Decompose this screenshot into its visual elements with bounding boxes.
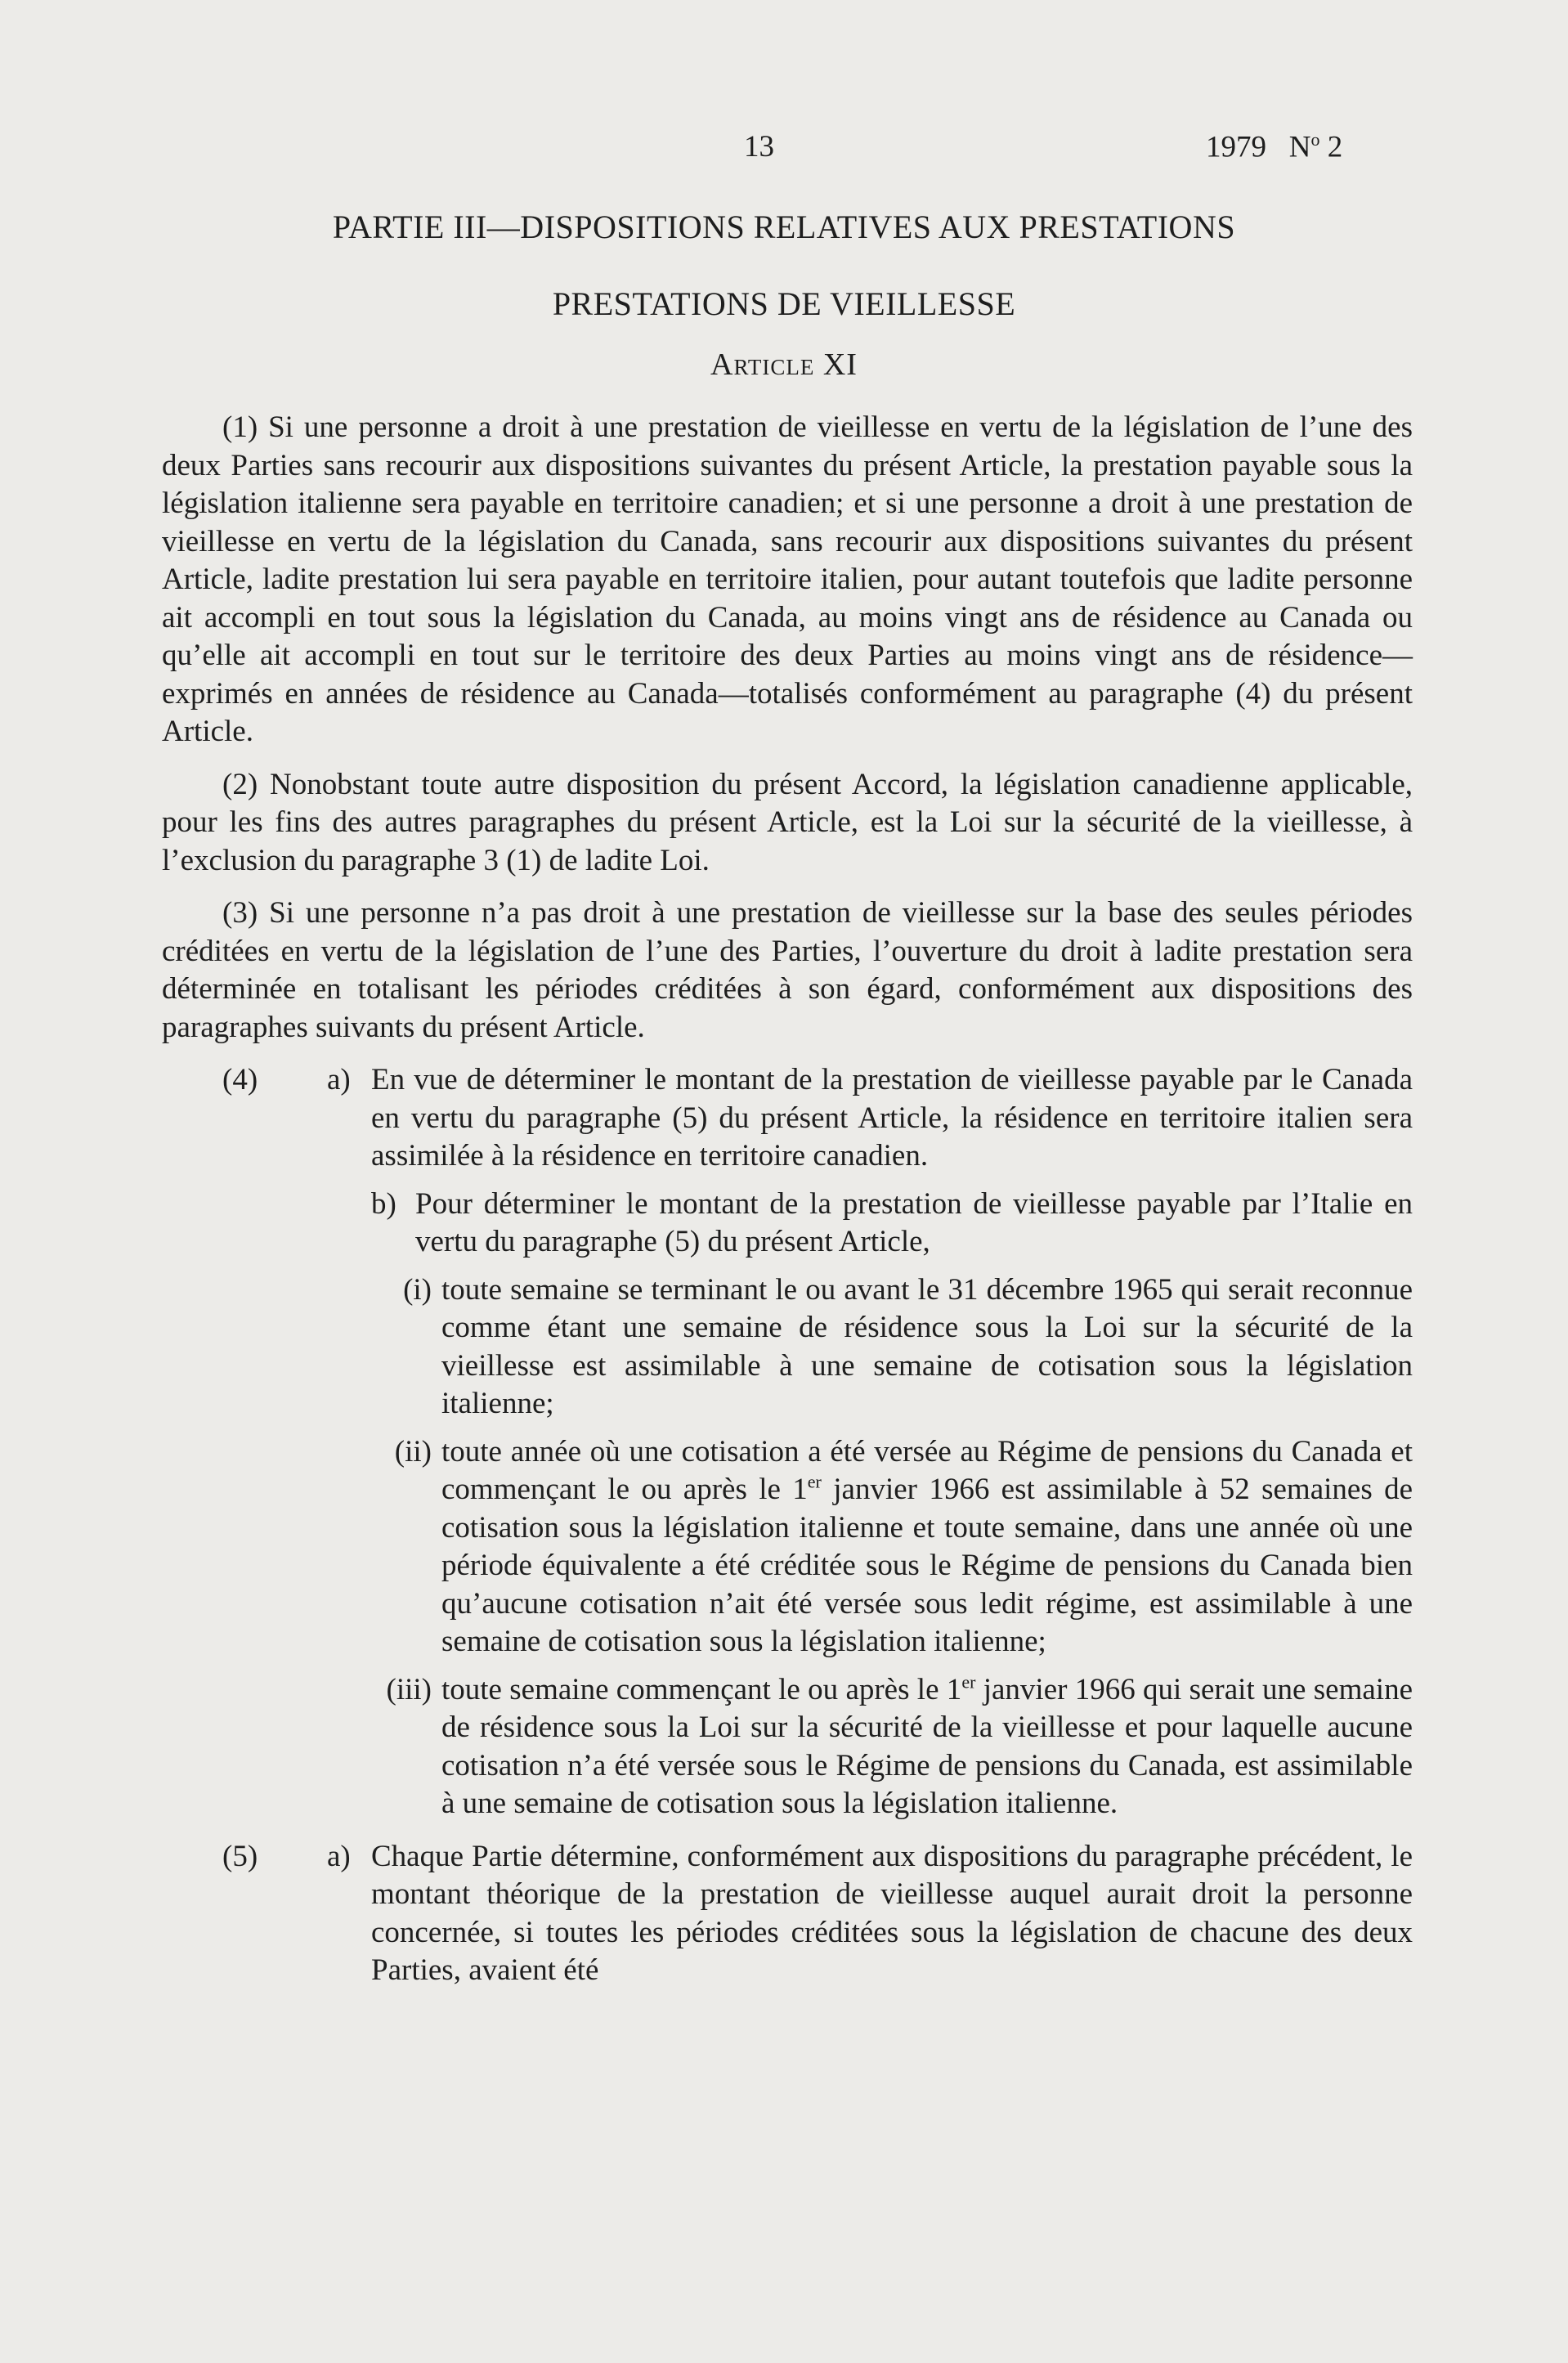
document-reference — [1206, 129, 1342, 164]
subclause-text — [441, 1433, 1413, 1661]
subclause-text — [441, 1671, 1413, 1823]
paragraph-4b-iii — [162, 1671, 1413, 1823]
article-title: Article XI — [710, 348, 858, 382]
paragraph-2: (2) Nonobstant toute autre disposition du présent Accord, la législation canadienne applicable, pour les fins des autres paragraphes du présent Article, est la Loi sur la sécurité de la vieillesse, à l’exclusion du paragraphe 3 (1) de ladite Loi. — [162, 767, 1413, 877]
section-title: PRESTATIONS DE VIEILLESSE — [552, 285, 1016, 322]
clause-letter: a) — [327, 1063, 351, 1096]
paragraph-4b — [162, 1186, 1413, 1262]
paragraph-4b-i — [162, 1271, 1413, 1424]
paragraph-1: (1) Si une personne a droit à une prestation de vieillesse en vertu de la législation de l’une des deux Parties sans recourir aux dispositions suivantes du présent Article, la prestation payable sous la législation italienne sera payable en territoire canadien; et si une personne a droit à une prestation de vieillesse en vertu de la législation du Canada, sans recourir aux dispositions suivantes du présent Article, ladite prestation lui sera payable en territoire italien, pour autant toutefois que ladite personne ait accompli en tout sous la législation du Canada, au moins vingt ans de résidence au Canada ou qu’elle ait accompli en tout sur le territoire des deux Parties au moins vingt ans de résidence—exprimés en années de résidence au Canada—totalisés conformément au paragraphe (4) du présent Article. — [162, 410, 1413, 748]
clause-letter: a) — [327, 1839, 351, 1873]
subclause-text-part: janvier 1966 qui serait une semaine de résidence sous la Loi sur la sécurité de la vieillesse et pour laquelle aucune cotisation n’a été versée sous le Régime de pensions du Canada, est assimilable à une semaine de cotisation sous la législation italienne. — [441, 1672, 1413, 1820]
paragraph-number: (4) — [222, 1063, 258, 1096]
number-label: N — [1288, 130, 1311, 164]
subclause-text-part: janvier 1966 est assimilable à 52 semaines de cotisation sous la législation italienne et toute semaine, dans une année où une période équivalente a été créditée sous le Régime de pensions du Canada bien qu’aucune cotisation n’ait été versée sous ledit régime, est assimilable à une semaine de cotisation sous la législation italienne; — [441, 1473, 1413, 1658]
clause-text: Pour déterminer le montant de la prestation de vieillesse payable par l’Italie en vertu du paragraphe (5) du présent Article, — [415, 1186, 1413, 1258]
number-label-sup: o — [1310, 129, 1320, 150]
paragraph-3: (3) Si une personne n’a pas droit à une prestation de vieillesse sur la base des seules périodes créditées en vertu de la législation de l’une des Parties, l’ouverture du droit à ladite prestation sera déterminée en totalisant les périodes créditées à son égard, conformément aux dispositions des paragraphes suivants du présent Article. — [162, 896, 1413, 1044]
year: 1979 — [1206, 130, 1266, 164]
paragraph-4a — [162, 1061, 1413, 1176]
subclause-text: toute semaine se terminant le ou avant le 31 décembre 1965 qui serait reconnue comme étant une semaine de résidence sous la Loi sur la sécurité de la vieillesse est assimilable à une semaine de cotisation sous la législation italienne; — [441, 1272, 1413, 1420]
clause-letter: b) — [371, 1186, 396, 1221]
article-body — [162, 409, 1413, 2000]
ordinal-suffix: er — [807, 1471, 822, 1492]
subclause-text-part: toute année où une cotisation a été versée au Régime de pensions du Canada et commençant le ou après le 1 — [441, 1434, 1413, 1506]
subclause-number: (ii) — [394, 1434, 432, 1468]
document-number: 2 — [1327, 130, 1343, 164]
page-number: 13 — [744, 130, 774, 164]
paragraph-number: (5) — [222, 1839, 258, 1873]
ordinal-suffix: er — [961, 1671, 976, 1693]
paragraph-4b-ii — [162, 1433, 1413, 1661]
subclause-text-part: toute semaine commençant le ou après le 1 — [441, 1672, 962, 1706]
part-title: PARTIE III—DISPOSITIONS RELATIVES AUX PRESTATIONS — [332, 208, 1236, 245]
clause-text: Chaque Partie détermine, conformément aux dispositions du paragraphe précédent, le montant théorique de la prestation de vieillesse auquel aurait droit la personne concernée, si toutes les périodes créditées sous la législation de chacune des deux Parties, avaient été — [371, 1839, 1413, 1987]
paragraph-5a — [162, 1838, 1413, 1990]
subclause-number: (iii) — [386, 1672, 432, 1706]
clause-text: En vue de déterminer le montant de la prestation de vieillesse payable par le Canada en vertu du paragraphe (5) du présent Article, la résidence en territoire italien sera assimilée à la résidence en territoire canadien. — [371, 1063, 1413, 1173]
subclause-number: (i) — [403, 1272, 432, 1307]
